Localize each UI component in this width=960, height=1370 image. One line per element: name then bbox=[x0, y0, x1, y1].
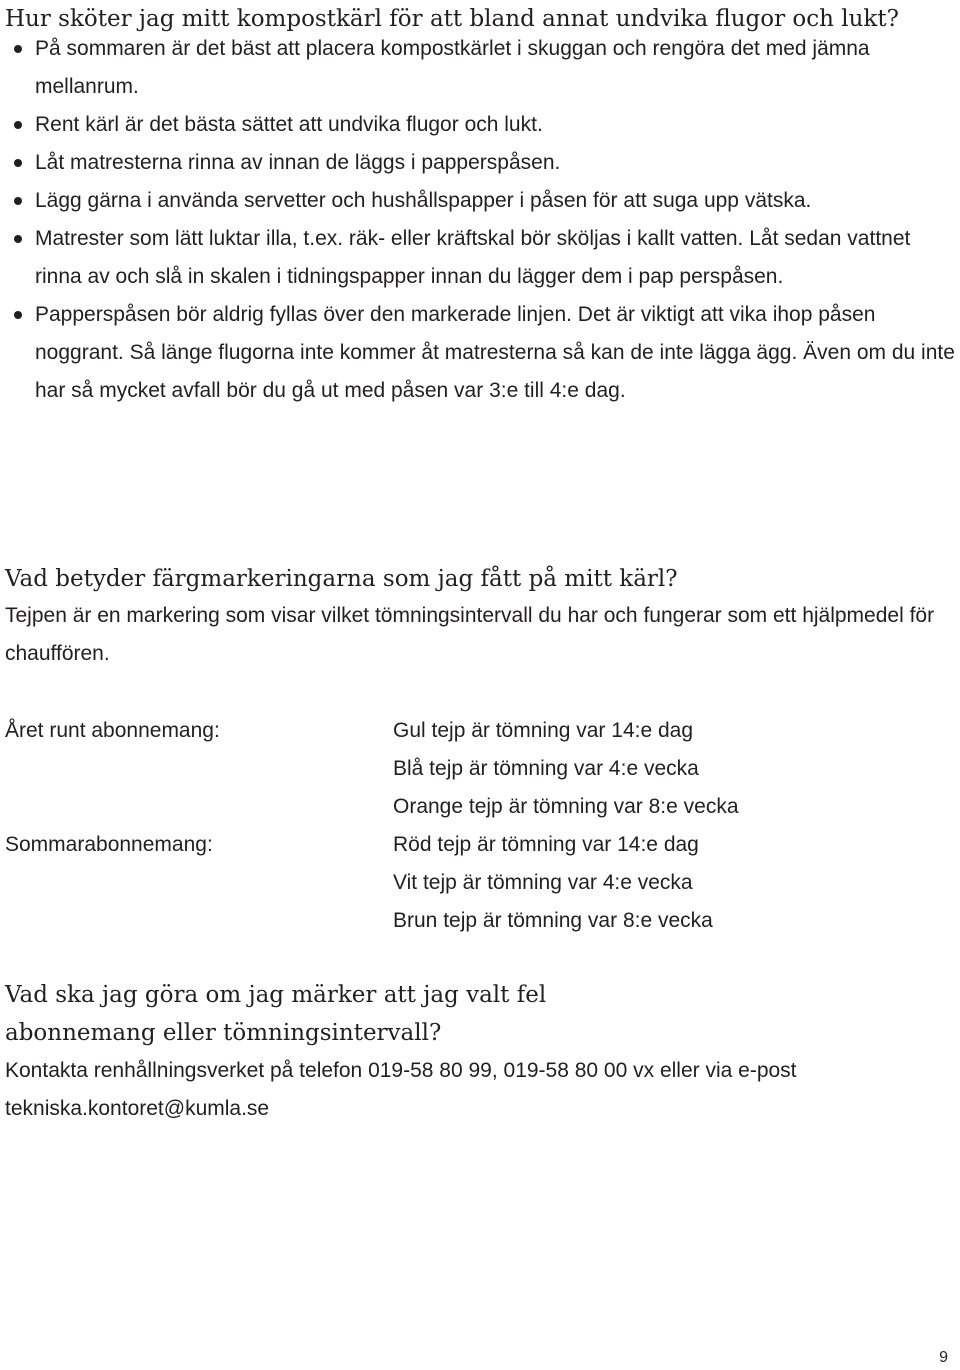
tape-item-white: Vit tejp är tömning var 4:e vecka bbox=[393, 871, 693, 894]
list-item-text: Papperspåsen bör aldrig fyllas över den markerade linjen. Det är viktigt att vika ihop påsen noggrant. Så länge flugorna inte kommer åt matresterna så kan de inte lägga ägg. Även om du inte har så mycket avfall bör du gå ut med påsen var 3:e till 4:e dag. bbox=[35, 303, 955, 402]
tape-item-orange: Orange tejp är tömning var 8:e vecka bbox=[393, 795, 739, 818]
year-round-subscription-label: Året runt abonnemang: bbox=[5, 719, 220, 742]
list-item bbox=[0, 30, 955, 106]
page-number: 9 bbox=[939, 1349, 948, 1366]
tape-item-brown: Brun tejp är tömning var 8:e vecka bbox=[393, 909, 713, 932]
list-item-text: Lägg gärna i använda servetter och hushållspapper i påsen för att suga upp vätska. bbox=[35, 189, 812, 212]
bullet-icon bbox=[14, 121, 22, 129]
tape-color-list bbox=[393, 712, 739, 940]
bullet-icon bbox=[14, 197, 22, 205]
compost-tips-list bbox=[0, 30, 955, 410]
tape-item-blue: Blå tejp är tömning var 4:e vecka bbox=[393, 757, 699, 780]
color-markings-intro: Tejpen är en markering som visar vilket tömningsintervall du har och fungerar som ett hjälpmedel för chauffören. bbox=[5, 604, 935, 665]
list-item bbox=[0, 296, 955, 410]
bullet-icon bbox=[14, 45, 22, 53]
list-item-text: På sommaren är det bäst att placera kompostkärlet i skuggan och rengöra det med jämna mellanrum. bbox=[35, 37, 870, 98]
heading-line-2: abonnemang eller tömningsintervall? bbox=[5, 1020, 442, 1046]
heading-line-1: Vad ska jag göra om jag märker att jag valt fel bbox=[5, 982, 547, 1008]
contact-text: Kontakta renhållningsverket på telefon 019-58 80 99, 019-58 80 00 vx eller via e-post tekniska.kontoret@kumla.se bbox=[5, 1059, 797, 1120]
summer-subscription-label: Sommarabonnemang: bbox=[5, 833, 213, 856]
list-item bbox=[0, 144, 955, 182]
wrong-subscription-heading bbox=[5, 976, 546, 1052]
list-item bbox=[0, 106, 955, 144]
color-markings-heading: Vad betyder färgmarkeringarna som jag fått på mitt kärl? bbox=[5, 566, 678, 592]
bullet-icon bbox=[14, 311, 22, 319]
bullet-icon bbox=[14, 159, 22, 167]
list-item bbox=[0, 182, 955, 220]
list-item-text: Matrester som lätt luktar illa, t.ex. räk- eller kräftskal bör sköljas i kallt vatten. Låt sedan vattnet rinna av och slå in skalen i tidningspapper innan du lägger dem i pap perspåsen. bbox=[35, 227, 911, 288]
compost-heading: Hur sköter jag mitt kompostkärl för att bland annat undvika flugor och lukt? bbox=[5, 6, 899, 32]
bullet-icon bbox=[14, 235, 22, 243]
tape-item-red: Röd tejp är tömning var 14:e dag bbox=[393, 833, 699, 856]
list-item-text: Rent kärl är det bästa sättet att undvika flugor och lukt. bbox=[35, 113, 543, 136]
tape-item-yellow: Gul tejp är tömning var 14:e dag bbox=[393, 719, 694, 742]
list-item-text: Låt matresterna rinna av innan de läggs i papperspåsen. bbox=[35, 151, 561, 174]
list-item bbox=[0, 220, 955, 296]
